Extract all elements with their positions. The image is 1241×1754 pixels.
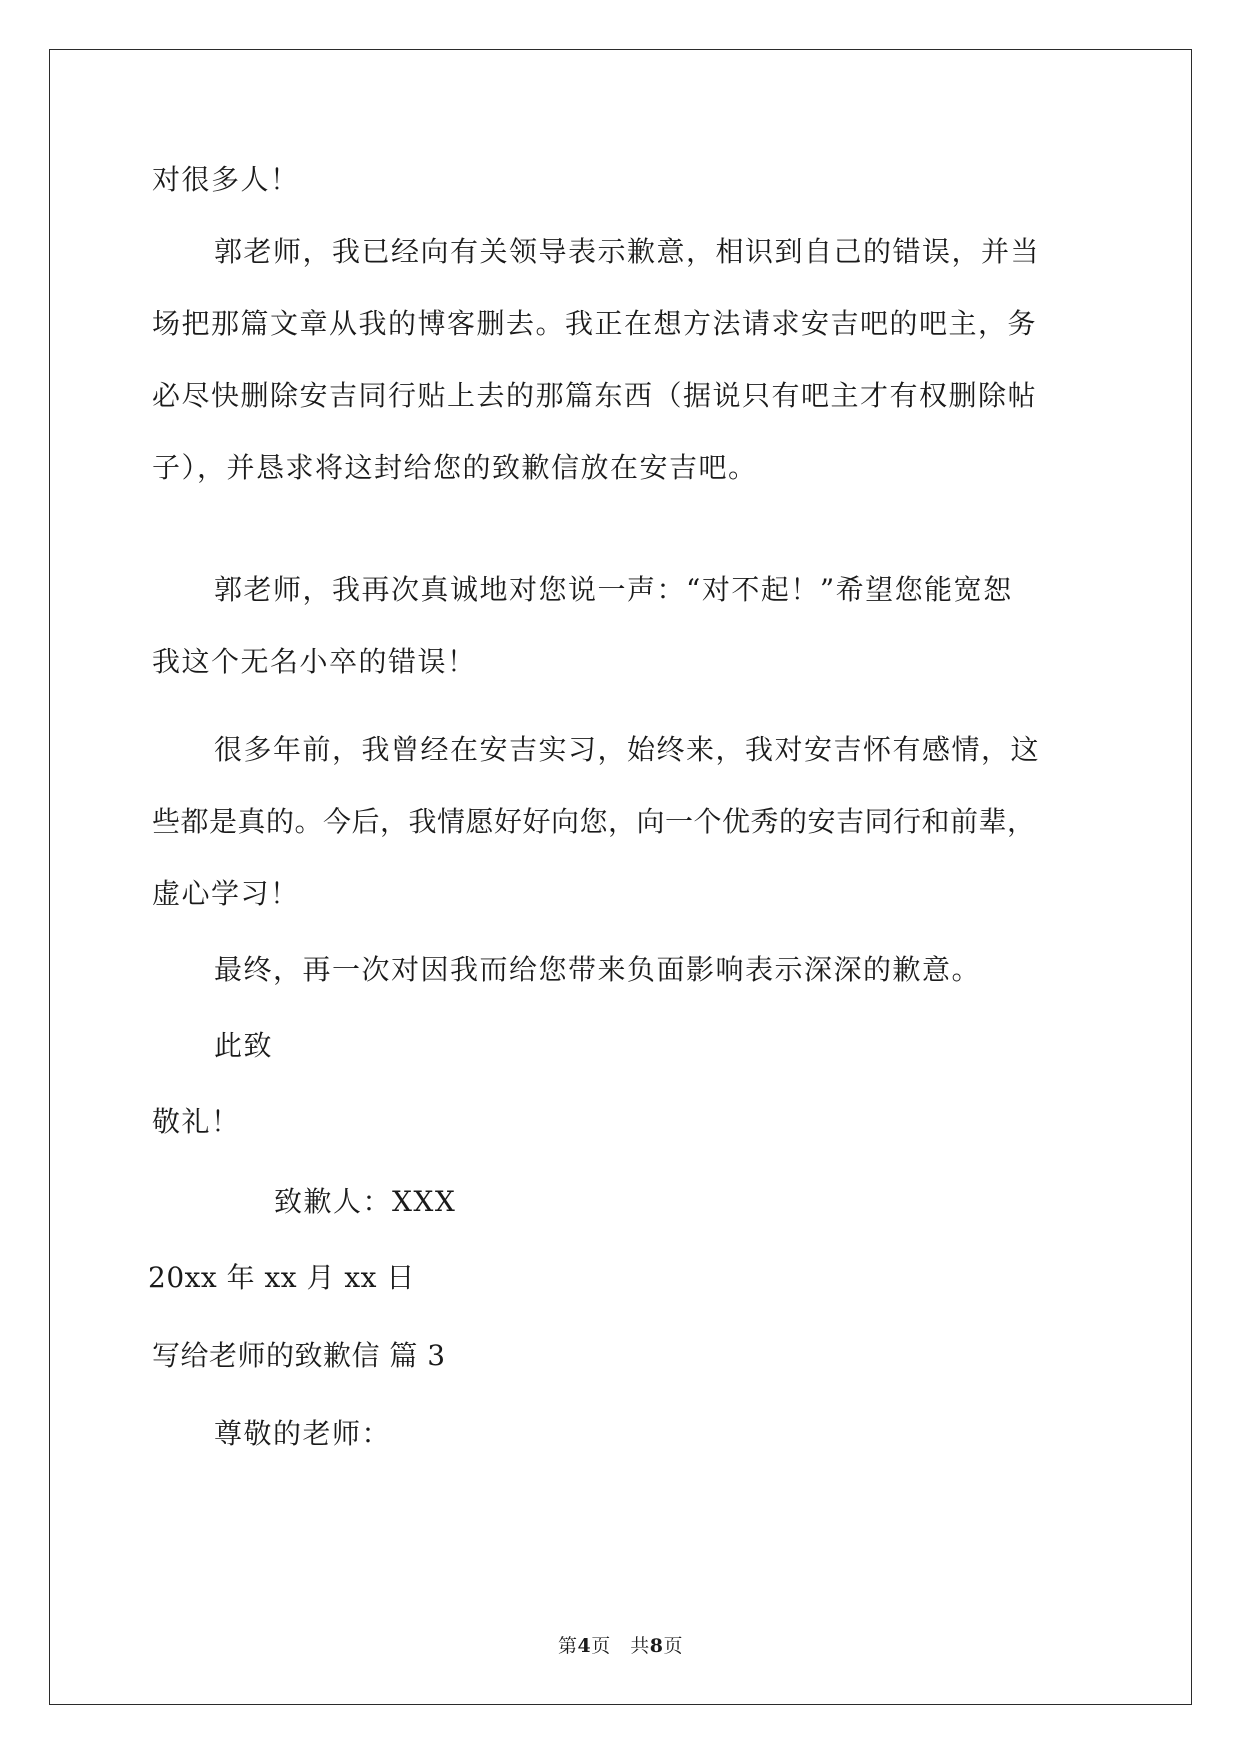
closing-line: 此致 [214,1029,274,1062]
page-suffix: 页 [663,1635,683,1657]
greeting-line: 尊敬的老师： [214,1417,392,1450]
page-prefix: 第 [557,1635,578,1657]
signature-line: 致歉人：XXX [274,1185,457,1218]
paragraph-line: 郭老师，我再次真诚地对您说一声：“对不起！”希望您能宽恕 [214,573,1013,606]
date-line: 20xx 年 xx 月 xx 日 [148,1261,415,1294]
page-footer [0,1631,1241,1658]
total-page-number: 8 [649,1635,664,1657]
page-mid: 页 共 [591,1635,650,1657]
paragraph-line: 我这个无名小卒的错误！ [152,645,477,678]
current-page-number: 4 [577,1635,592,1657]
section-heading: 写给老师的致歉信 篇 3 [152,1339,446,1372]
paragraph-line: 郭老师，我已经向有关领导表示歉意，相识到自己的错误，并当 [214,235,1041,268]
paragraph-line: 必尽快删除安吉同行贴上去的那篇东西（据说只有吧主才有权删除帖 [152,379,1038,412]
paragraph-line: 很多年前，我曾经在安吉实习，始终来，我对安吉怀有感情，这 [214,733,1041,766]
paragraph-line: 子），并恳求将这封给您的致歉信放在安吉吧。 [152,451,758,484]
paragraph-line: 场把那篇文章从我的博客删去。我正在想方法请求安吉吧的吧主，务 [152,307,1038,340]
paragraph-line: 最终，再一次对因我而给您带来负面影响表示深深的歉意。 [214,953,982,986]
text-line: 对很多人！ [152,163,300,196]
paragraph-line: 些都是真的。今后，我情愿好好向您，向一个优秀的安吉同行和前辈， [152,805,1036,838]
salutation-line: 敬礼！ [152,1105,241,1138]
paragraph-line: 虚心学习！ [152,877,300,910]
